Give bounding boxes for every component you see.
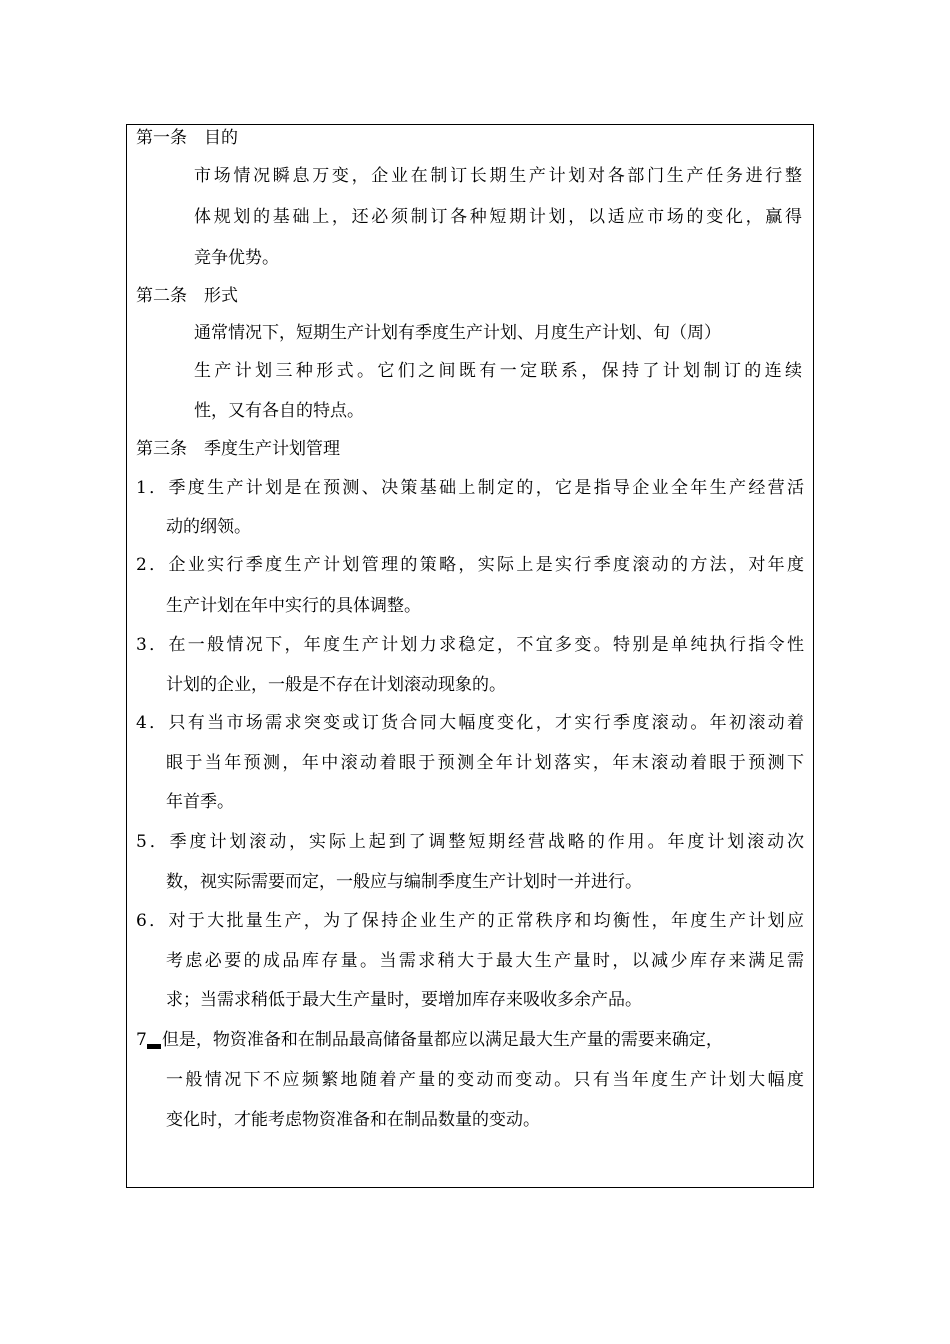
article1-line-3: 竞争优势。 <box>194 248 279 268</box>
item6-line-2: 考虑必要的成品库存量。当需求稍大于最大生产量时，以减少库存来满足需 <box>166 951 804 971</box>
document-frame <box>126 124 814 1188</box>
edit-mark-icon <box>147 1044 161 1049</box>
item4-line-3: 年首季。 <box>166 792 234 812</box>
item5-line-2: 数，视实际需要而定，一般应与编制季度生产计划时一并进行。 <box>166 872 642 892</box>
article1-heading: 第一条 目的 <box>136 128 238 148</box>
item1-line-2: 动的纲领。 <box>166 517 251 537</box>
item7-line-3: 变化时，才能考虑物资准备和在制品数量的变动。 <box>166 1110 540 1130</box>
item6-line-3: 求；当需求稍低于最大生产量时，要增加库存来吸收多余产品。 <box>166 990 642 1010</box>
item7-line-1 <box>136 1030 804 1050</box>
item2-line-1: 2．企业实行季度生产计划管理的策略，实际上是实行季度滚动的方法，对年度 <box>136 555 804 575</box>
article3-heading: 第三条 季度生产计划管理 <box>136 439 340 459</box>
article2-heading: 第二条 形式 <box>136 286 238 306</box>
article2-line-3: 性，又有各自的特点。 <box>194 401 364 421</box>
article1-line-2: 体规划的基础上，还必须制订各种短期计划，以适应市场的变化，赢得 <box>194 207 802 227</box>
item4-line-2: 眼于当年预测，年中滚动着眼于预测全年计划落实，年末滚动着眼于预测下 <box>166 753 804 773</box>
item7-line-2: 一般情况下不应频繁地随着产量的变动而变动。只有当年度生产计划大幅度 <box>166 1070 804 1090</box>
article2-line-1: 通常情况下，短期生产计划有季度生产计划、月度生产计划、旬（周） <box>194 323 721 343</box>
item7-number: 7 <box>136 1030 147 1050</box>
item5-line-1: 5．季度计划滚动，实际上起到了调整短期经营战略的作用。年度计划滚动次 <box>136 832 804 852</box>
item1-line-1: 1．季度生产计划是在预测、决策基础上制定的，它是指导企业全年生产经营活 <box>136 478 804 498</box>
item3-line-1: 3．在一般情况下，年度生产计划力求稳定，不宜多变。特别是单纯执行指令性 <box>136 635 804 655</box>
item2-line-2: 生产计划在年中实行的具体调整。 <box>166 596 421 616</box>
item3-line-2: 计划的企业，一般是不存在计划滚动现象的。 <box>166 675 506 695</box>
article2-line-2: 生产计划三种形式。它们之间既有一定联系，保持了计划制订的连续 <box>194 361 802 381</box>
item4-line-1: 4．只有当市场需求突变或订货合同大幅度变化，才实行季度滚动。年初滚动着 <box>136 713 804 733</box>
article1-line-1: 市场情况瞬息万变，企业在制订长期生产计划对各部门生产任务进行整 <box>194 166 802 186</box>
item7-line-1-text: 但是，物资准备和在制品最高储备量都应以满足最大生产量的需要来确定， <box>161 1030 723 1050</box>
item6-line-1: 6．对于大批量生产，为了保持企业生产的正常秩序和均衡性，年度生产计划应 <box>136 911 804 931</box>
